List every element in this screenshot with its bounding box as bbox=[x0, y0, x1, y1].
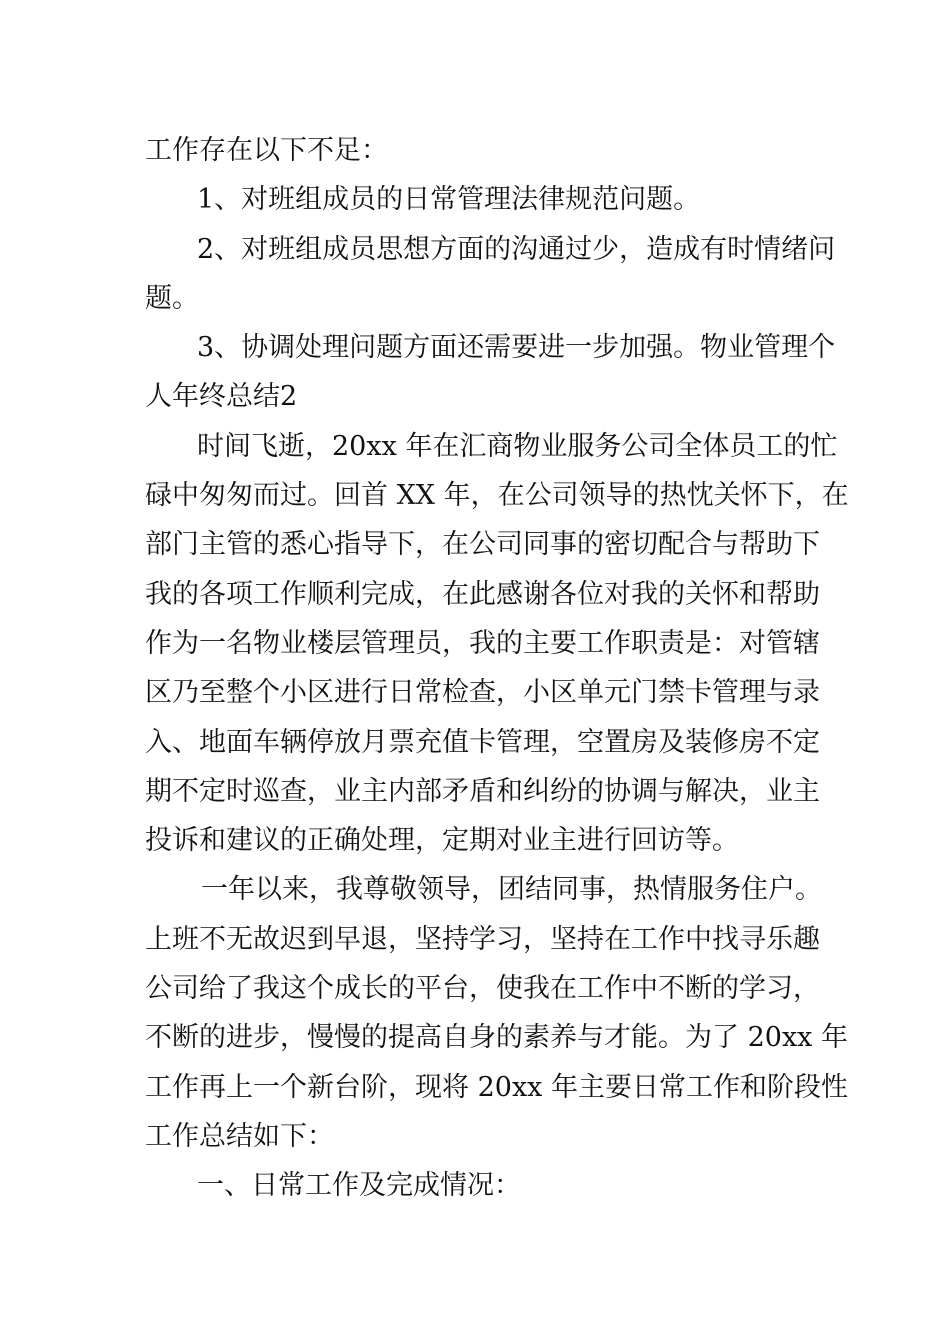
section-title: 人年终总结2 bbox=[145, 381, 298, 413]
list-item-1: 1、对班组成员的日常管理法律规范问题。 bbox=[197, 184, 701, 216]
body-line: 工作总结如下： bbox=[145, 1120, 334, 1152]
body-line: 上班不无故迟到早退，坚持学习，坚持在工作中找寻乐趣 bbox=[145, 923, 820, 955]
body-line: 区乃至整个小区进行日常检查，小区单元门禁卡管理与录 bbox=[145, 677, 820, 709]
list-item-3: 3、协调处理问题方面还需要进一步加强。物业管理个 bbox=[197, 332, 836, 364]
document-body bbox=[145, 126, 849, 1211]
body-line: 部门主管的悉心指导下，在公司同事的密切配合与帮助下 bbox=[145, 529, 820, 561]
body-line: 碌中匆匆而过。回首 XX 年，在公司领导的热忱关怀下，在 bbox=[145, 480, 849, 512]
body-line: 公司给了我这个成长的平台，使我在工作中不断的学习， bbox=[145, 973, 820, 1005]
body-line: 工作再上一个新台阶，现将 20xx 年主要日常工作和阶段性 bbox=[145, 1071, 848, 1103]
body-line: 投诉和建议的正确处理，定期对业主进行回访等。 bbox=[145, 825, 739, 857]
body-line: 不断的进步，慢慢的提高自身的素养与才能。为了 20xx 年 bbox=[145, 1022, 848, 1054]
list-item-2: 2、对班组成员思想方面的沟通过少，造成有时情绪问 bbox=[197, 233, 836, 265]
paragraph-start: 一年以来，我尊敬领导，团结同事，热情服务住户。 bbox=[201, 874, 822, 906]
body-line: 期不定时巡查，业主内部矛盾和纠纷的协调与解决，业主 bbox=[145, 775, 820, 807]
body-line: 作为一名物业楼层管理员，我的主要工作职责是：对管辖 bbox=[145, 627, 820, 659]
body-line: 题。 bbox=[145, 282, 199, 314]
body-line: 工作存在以下不足： bbox=[145, 135, 388, 166]
subsection-heading: 一、日常工作及完成情况： bbox=[197, 1170, 521, 1202]
body-line: 入、地面车辆停放月票充值卡管理，空置房及装修房不定 bbox=[145, 726, 820, 758]
body-line: 我的各项工作顺利完成，在此感谢各位对我的关怀和帮助 bbox=[145, 578, 820, 610]
paragraph-start: 时间飞逝，20xx 年在汇商物业服务公司全体员工的忙 bbox=[197, 430, 838, 462]
